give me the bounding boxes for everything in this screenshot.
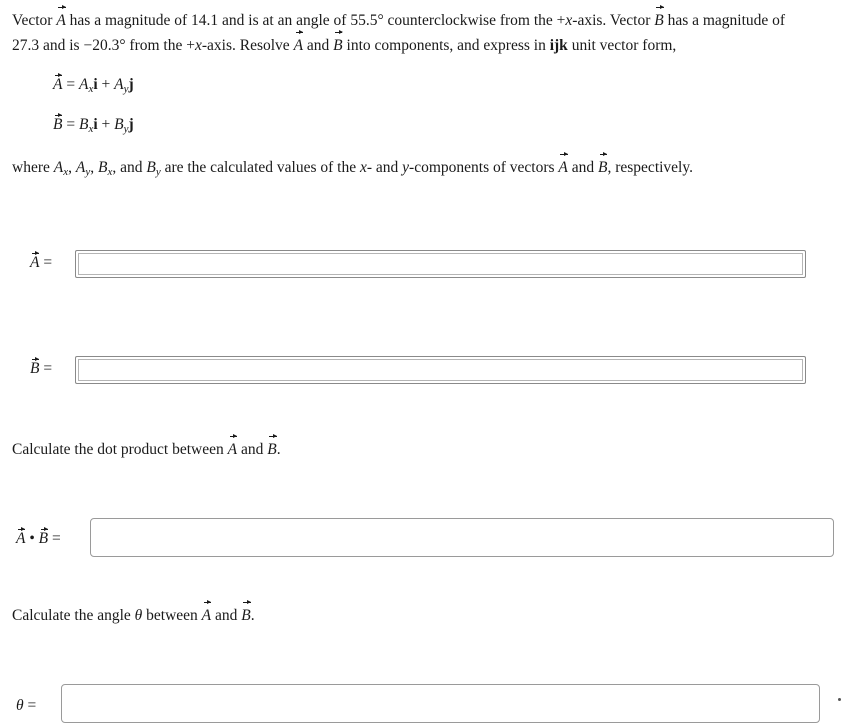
- vector-b-symbol: B: [267, 437, 276, 462]
- subscript: y: [85, 166, 91, 178]
- text: y: [402, 159, 410, 176]
- answer-a-input[interactable]: [75, 250, 806, 278]
- equation-a: [53, 76, 134, 94]
- text: , and: [112, 159, 147, 176]
- answer-a-label: [30, 254, 52, 272]
- text: B: [97, 159, 108, 176]
- text: A: [53, 159, 64, 176]
- vector-a-symbol: A: [56, 8, 65, 33]
- dot-product-label: [16, 530, 61, 548]
- where-text: [12, 155, 693, 180]
- text: Vector: [12, 12, 57, 29]
- text: unit vector form,: [567, 37, 677, 54]
- angle-input[interactable]: [61, 684, 820, 723]
- text: B: [146, 159, 156, 176]
- problem-text-line-1: [12, 8, 785, 33]
- angle-prompt: [12, 603, 255, 628]
- text: ,: [90, 159, 98, 176]
- vector-b-symbol: B: [30, 360, 40, 377]
- text: A: [78, 76, 89, 93]
- angle-label: [16, 697, 36, 715]
- vector-a-symbol: A: [294, 33, 303, 58]
- text: =: [62, 116, 79, 133]
- text: •: [25, 530, 39, 547]
- equation-b: [53, 116, 134, 134]
- text: and: [211, 607, 242, 624]
- text: has a magnitude of 14.1 and is at an angle of 55.5° counterclockwise from the +: [65, 12, 566, 29]
- text: +: [97, 76, 115, 93]
- text: =: [62, 76, 79, 93]
- vector-a-symbol: A: [30, 254, 40, 271]
- text: and: [237, 441, 268, 458]
- answer-b-label: [30, 360, 52, 378]
- vector-a-symbol: A: [558, 155, 567, 180]
- vector-b-symbol: B: [333, 33, 342, 58]
- vector-b-symbol: B: [654, 8, 663, 33]
- text: =: [23, 697, 37, 714]
- text: =: [48, 530, 61, 547]
- vector-b-symbol: B: [53, 116, 63, 133]
- subscript: y: [123, 83, 129, 95]
- text: x: [359, 159, 367, 176]
- text: A: [114, 76, 124, 93]
- theta-symbol: θ: [16, 697, 24, 714]
- text: =: [39, 254, 53, 271]
- vector-b-symbol: B: [598, 155, 607, 180]
- text: .: [276, 441, 281, 458]
- problem-text-line-2: [12, 33, 676, 58]
- text: are the calculated values of the: [160, 159, 360, 176]
- text: Calculate the angle: [12, 607, 135, 624]
- text: ijk: [549, 37, 568, 54]
- text: and: [303, 37, 334, 54]
- text: between: [142, 607, 202, 624]
- vector-a-symbol: A: [53, 76, 63, 93]
- text: and: [567, 159, 599, 176]
- text: A: [75, 159, 86, 176]
- text: x: [194, 37, 202, 54]
- dot-product-input[interactable]: [90, 518, 834, 557]
- text: - and: [366, 159, 403, 176]
- vector-a-symbol: A: [202, 603, 211, 628]
- text: B: [114, 116, 124, 133]
- unit-j: j: [128, 76, 134, 93]
- text: into components, and express in: [342, 37, 550, 54]
- stray-dot-marker: [838, 698, 841, 701]
- answer-b-input[interactable]: [75, 356, 806, 384]
- subscript: y: [155, 166, 161, 178]
- unit-i: i: [93, 76, 98, 93]
- text: ,: [68, 159, 76, 176]
- text: +: [97, 116, 115, 133]
- text: Calculate the dot product between: [12, 441, 228, 458]
- subscript: x: [63, 166, 69, 178]
- text: where: [12, 159, 54, 176]
- text: , respectively.: [607, 159, 693, 176]
- text: .: [250, 607, 255, 624]
- text: -components of vectors: [409, 159, 559, 176]
- vector-b-symbol: B: [38, 530, 49, 547]
- text: 27.3 and is −20.3° from the +: [12, 37, 195, 54]
- dot-product-prompt: [12, 437, 281, 462]
- vector-a-symbol: A: [228, 437, 237, 462]
- subscript: x: [88, 123, 94, 135]
- text: B: [78, 116, 89, 133]
- text: -axis. Resolve: [201, 37, 294, 54]
- subscript: x: [88, 83, 94, 95]
- vector-a-symbol: A: [16, 530, 26, 547]
- unit-j: j: [128, 116, 134, 133]
- unit-i: i: [93, 116, 98, 133]
- text: =: [39, 360, 53, 377]
- subscript: y: [123, 123, 129, 135]
- text: -axis. Vector: [572, 12, 655, 29]
- text: x: [565, 12, 573, 29]
- subscript: x: [107, 166, 113, 178]
- vector-b-symbol: B: [241, 603, 250, 628]
- text: has a magnitude of: [663, 12, 786, 29]
- theta-symbol: θ: [134, 607, 143, 624]
